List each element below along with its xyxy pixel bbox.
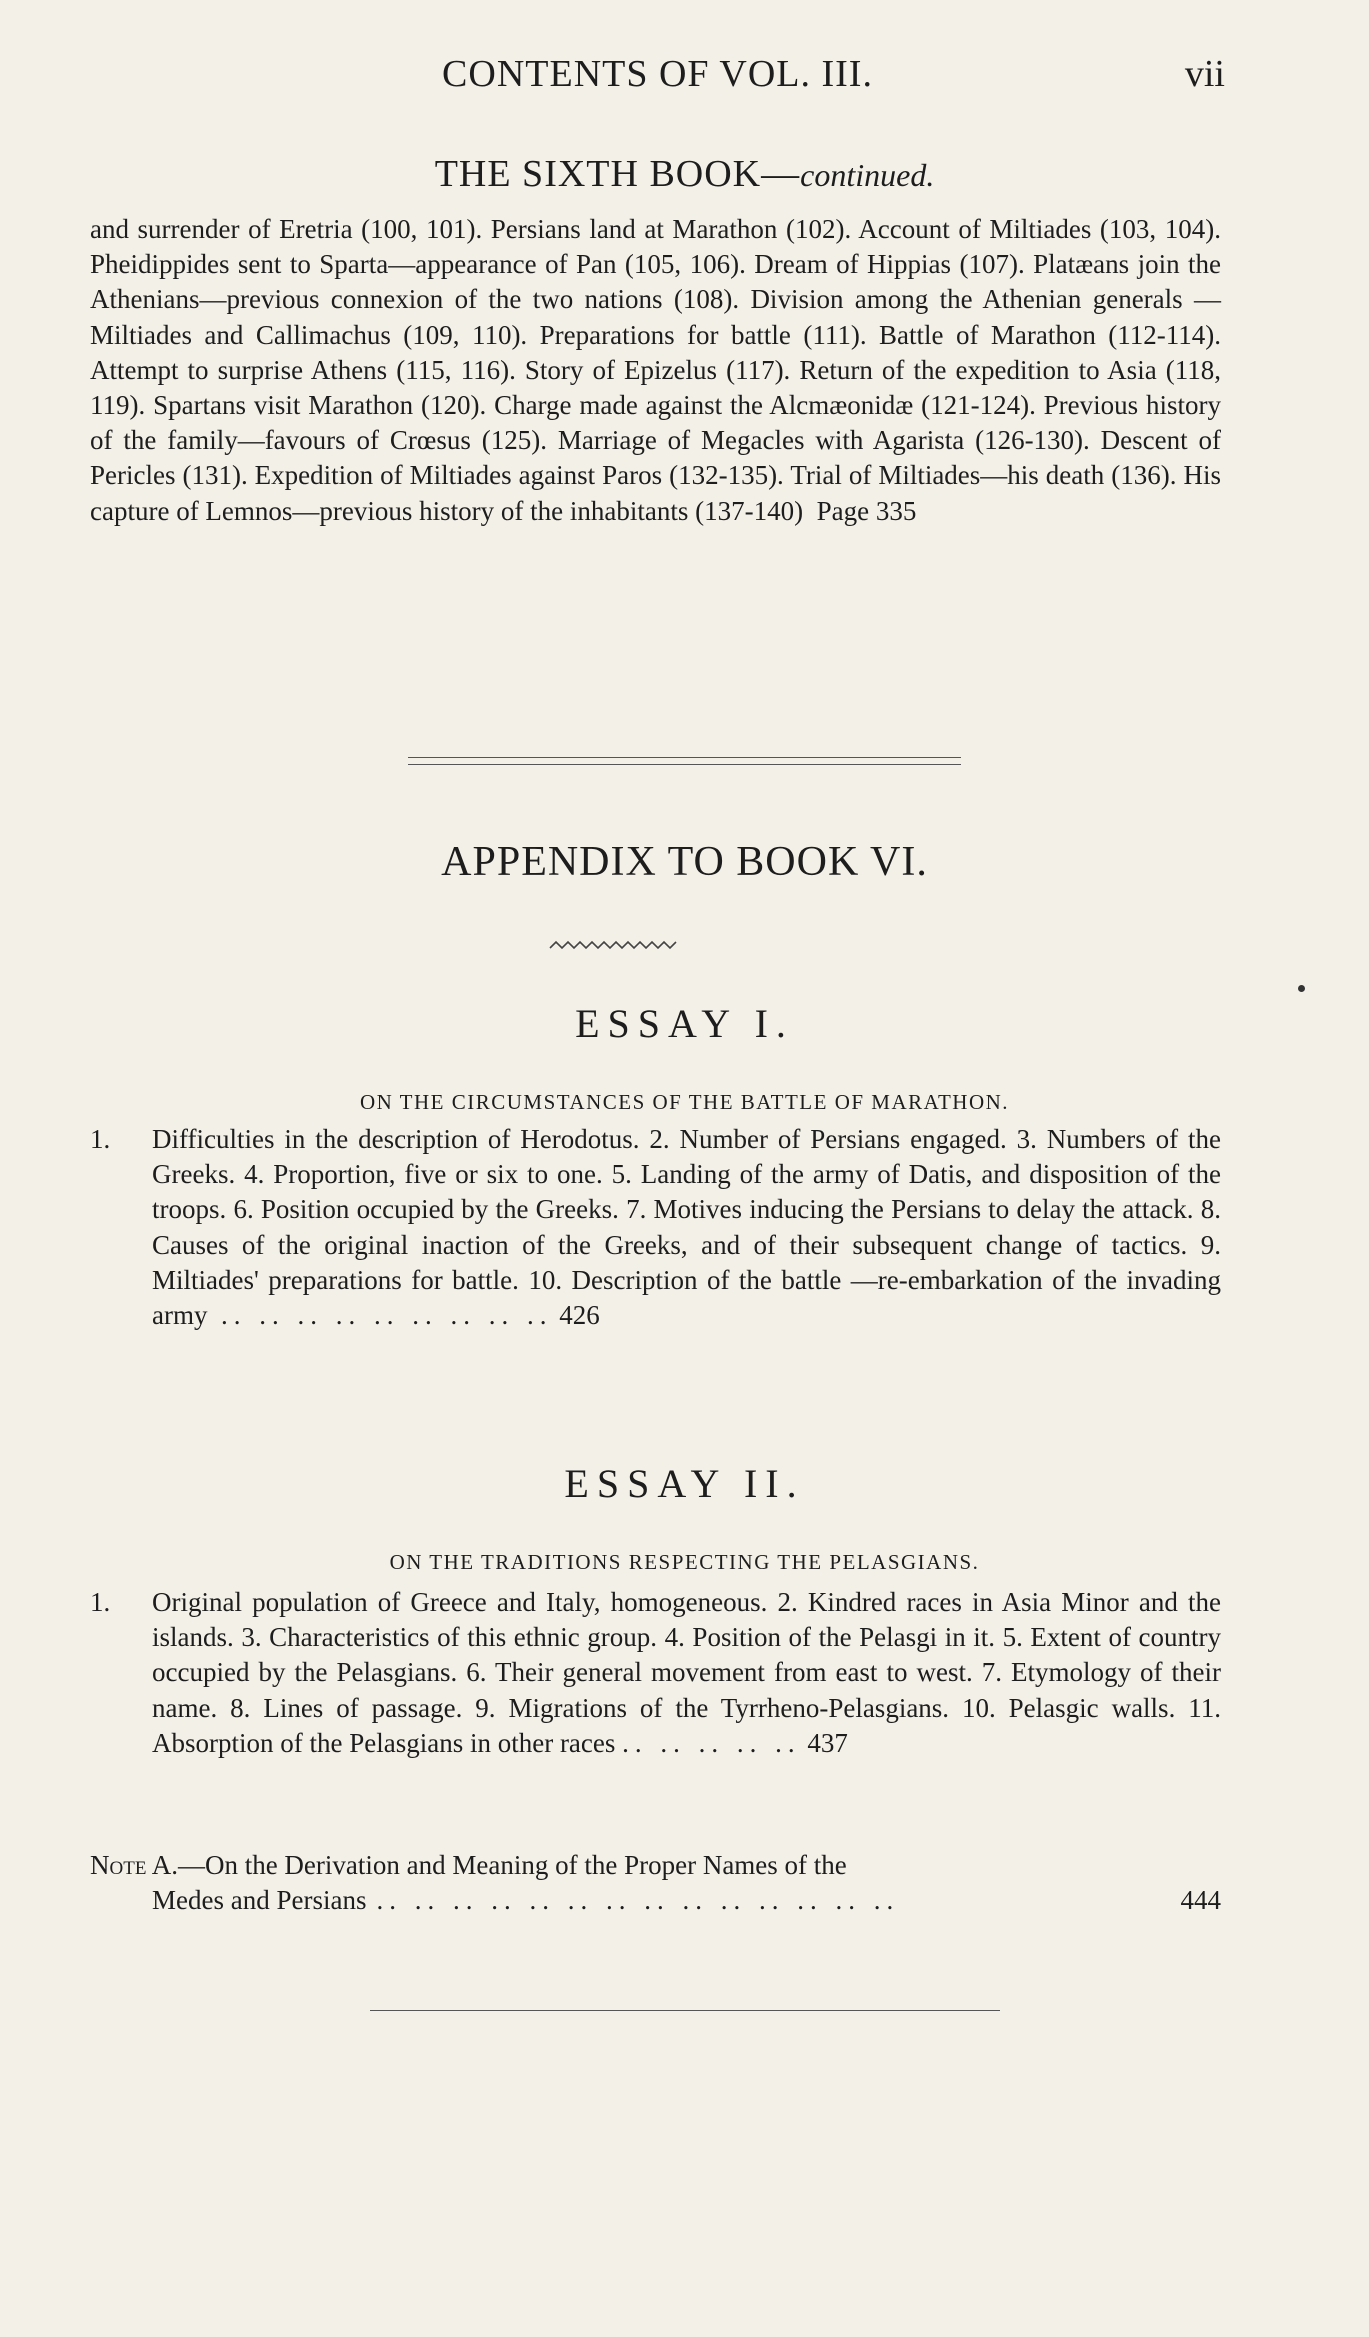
note-a-second-line	[90, 1883, 1221, 1918]
running-head-title: CONTENTS OF VOL. III.	[442, 53, 873, 95]
sixth-book-page-ref: Page 335	[816, 495, 917, 526]
essay1-title: ESSAY I.	[575, 1001, 794, 1046]
wavy-ornament-icon	[548, 938, 678, 952]
essay2-title: ESSAY II.	[564, 1461, 805, 1506]
ink-speck	[1298, 985, 1305, 992]
bottom-rule-divider	[370, 2010, 1000, 2011]
note-a-text: —On the Derivation and Meaning of the Proper Names of the	[177, 1850, 847, 1880]
essay1-contents	[90, 1122, 1221, 1333]
sixth-book-text: and surrender of Eretria (100, 101). Persians land at Marathon (102). Account of Miltiades (103, 104). Pheidippides sent to Sparta—appearance of Pan (105, 106). Dream of Hippias (107). Platæans join the Athenians—previous connexion of the two nations (108). Division among the Athenian generals —Miltiades and Callimachus (109, 110). Preparations for battle (111). Battle of Marathon (112-114). Attempt to surprise Athens (115, 116). Story of Epizelus (117). Return of the expedition to Asia (118, 119). Spartans visit Marathon (120). Charge made against the Alcmæonidæ (121-124). Previous history of the family—favours of Crœsus (125). Marriage of Megacles with Agarista (126-130). Descent of Pericles (131). Expedition of Miltiades against Paros (132-135). Trial of Miltiades—his death (136). His capture of Lemnos—previous history of the inhabitants (137-140)	[90, 214, 1221, 526]
sixth-book-contents	[90, 212, 1221, 529]
note-a-label: Note A.	[90, 1850, 178, 1880]
essay1-item	[90, 1122, 1221, 1333]
essay1-number: 1.	[90, 1124, 111, 1154]
note-a-continuation: Medes and Persians	[152, 1885, 367, 1916]
section-heading	[0, 152, 1369, 196]
note-a-first-line	[90, 1848, 1221, 1883]
note-a-page-ref: 444	[1180, 1885, 1221, 1916]
essay2-item	[90, 1585, 1221, 1761]
running-head	[90, 50, 1225, 100]
essay2-number: 1.	[90, 1587, 111, 1617]
essay2-contents	[90, 1585, 1221, 1761]
section-heading-title: THE SIXTH BOOK—	[434, 153, 801, 195]
essay1-subtitle: ON THE CIRCUMSTANCES OF THE BATTLE OF MARATHON.	[359, 1090, 1010, 1114]
essay2-subtitle: ON THE TRADITIONS RESPECTING THE PELASGIANS.	[389, 1550, 980, 1574]
essay2-text: Original population of Greece and Italy, homogeneous. 2. Kindred races in Asia Minor and the islands. 3. Characteristics of this ethnic group. 4. Position of the Pelasgi in it. 5. Extent of country occupied by the Pelasgians. 6. Their general movement from east to west. 7. Etymology of their name. 8. Lines of passage. 9. Migrations of the Tyrrheno-Pelasgians. 10. Pelasgic walls. 11. Absorption of the Pelasgians in other races	[152, 1587, 1221, 1758]
appendix-title: APPENDIX TO BOOK VI.	[441, 839, 928, 885]
section-heading-continued: continued.	[800, 157, 935, 193]
essay1-page-ref: 426	[559, 1300, 600, 1331]
page-number: vii	[1184, 53, 1225, 95]
double-rule-divider	[408, 757, 961, 765]
essay2-page-ref: 437	[807, 1727, 848, 1758]
note-a-entry	[90, 1848, 1221, 1918]
essay1-text: Difficulties in the description of Herodotus. 2. Number of Persians engaged. 3. Numbers of the Greeks. 4. Proportion, five or six to one. 5. Landing of the army of Datis, and disposition of the troops. 6. Position occupied by the Greeks. 7. Motives inducing the Persians to delay the attack. 8. Causes of the original inaction of the Greeks, and of their subsequent change of tactics. 9. Miltiades' preparations for battle. 10. Description of the battle —re-embarkation of the invading army	[152, 1124, 1221, 1331]
essay1-leader: .. .. .. .. .. .. .. .. ..	[220, 1300, 553, 1331]
essay2-leader: .. .. .. .. ..	[622, 1727, 801, 1758]
note-a-leader: .. .. .. .. .. .. .. .. .. .. .. .. .. ..	[376, 1885, 900, 1916]
